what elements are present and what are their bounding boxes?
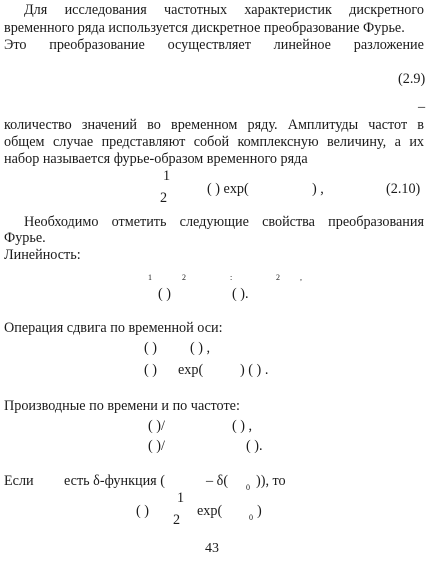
word: в — [417, 117, 424, 133]
subscript: 2 — [182, 273, 186, 282]
word: преобразование — [49, 37, 145, 53]
deriv-eq-1a: ( )/ — [148, 418, 165, 434]
subscript: 1 — [148, 273, 152, 282]
props-line-1 — [24, 214, 424, 230]
para2-line-1 — [4, 117, 424, 133]
eq-2-10-body: ( ) exp( — [207, 181, 249, 197]
derivatives-label: Производные по времени и по частоте: — [4, 398, 240, 414]
para2-line-3: набор называется фурье-образом временного ряда — [4, 151, 308, 167]
delta-minus: – δ( — [206, 473, 229, 489]
equation-number-2-10: (2.10) — [386, 181, 421, 197]
fraction-bar — [157, 186, 175, 187]
shift-eq-2a: ( ) — [144, 362, 157, 378]
word: комплексную — [237, 134, 319, 150]
word: Амплитуды — [287, 117, 359, 133]
intro-line-3 — [4, 37, 424, 53]
eq-2-10-denominator: 2 — [160, 190, 168, 206]
subscript: 0 — [249, 513, 253, 522]
word: отметить — [111, 214, 167, 230]
delta-exp: exp( — [197, 503, 223, 519]
word: Необходимо — [24, 214, 99, 230]
shift-eq-2c: ) ( ) . — [240, 362, 269, 378]
word: случае — [52, 134, 94, 150]
intro-line-1 — [24, 2, 424, 18]
delta-is: есть δ-функция ( — [64, 473, 165, 489]
word: временном — [171, 117, 238, 133]
subscript: 0 — [246, 483, 250, 492]
shift-eq-1b: ( ) , — [190, 340, 211, 356]
word: ряду. — [247, 117, 278, 133]
word: значений — [81, 117, 138, 133]
word: свойства — [262, 214, 315, 230]
word: общем — [4, 134, 45, 150]
delta-close: )), то — [256, 473, 286, 489]
delta-denominator: 2 — [173, 512, 181, 528]
word: следующие — [179, 214, 249, 230]
delta-end: ) — [257, 503, 262, 519]
word: во — [147, 117, 161, 133]
comma: , — [300, 273, 302, 282]
linearity-rhs: ( ). — [232, 286, 249, 302]
equation-number-2-9: (2.9) — [398, 71, 426, 87]
word: Это — [4, 37, 27, 53]
word: представляют — [101, 134, 186, 150]
delta-eq-lhs: ( ) — [136, 503, 149, 519]
delta-numerator: 1 — [177, 490, 185, 506]
deriv-eq-2b: ( ). — [246, 438, 263, 454]
deriv-eq-1b: ( ) , — [232, 418, 253, 434]
page-number: 43 — [205, 541, 219, 556]
word: дискретного — [349, 2, 424, 18]
linearity-lhs: ( ) — [158, 286, 171, 302]
word: частот — [368, 117, 408, 133]
word: количество — [4, 117, 72, 133]
word: линейное — [273, 37, 331, 53]
colon: : — [230, 273, 233, 282]
word: частотных — [164, 2, 228, 18]
word: а — [394, 134, 401, 150]
linearity-label: Линейность: — [4, 247, 81, 263]
eq-2-10-numerator: 1 — [163, 168, 171, 184]
eq-2-10-tail: ) , — [312, 181, 324, 197]
shift-eq-2b: exp( — [178, 362, 204, 378]
deriv-eq-2a: ( )/ — [148, 438, 165, 454]
word: Для — [24, 2, 48, 18]
word: их — [409, 134, 424, 150]
word: величину, — [327, 134, 387, 150]
word: осуществляет — [167, 37, 251, 53]
word: характеристик — [244, 2, 332, 18]
dash: – — [418, 99, 426, 115]
props-line-2: Фурье. — [4, 230, 46, 246]
word: собой — [193, 134, 230, 150]
delta-if: Если — [4, 473, 34, 489]
shift-label: Операция сдвига по временной оси: — [4, 320, 223, 336]
para2-line-2 — [4, 134, 424, 150]
word: исследования — [64, 2, 147, 18]
word: разложение — [353, 37, 424, 53]
subscript: 2 — [276, 273, 280, 282]
word: преобразования — [328, 214, 424, 230]
shift-eq-1a: ( ) — [144, 340, 157, 356]
intro-line-2: временного ряда используется дискретное преобразование Фурье. — [4, 20, 405, 36]
